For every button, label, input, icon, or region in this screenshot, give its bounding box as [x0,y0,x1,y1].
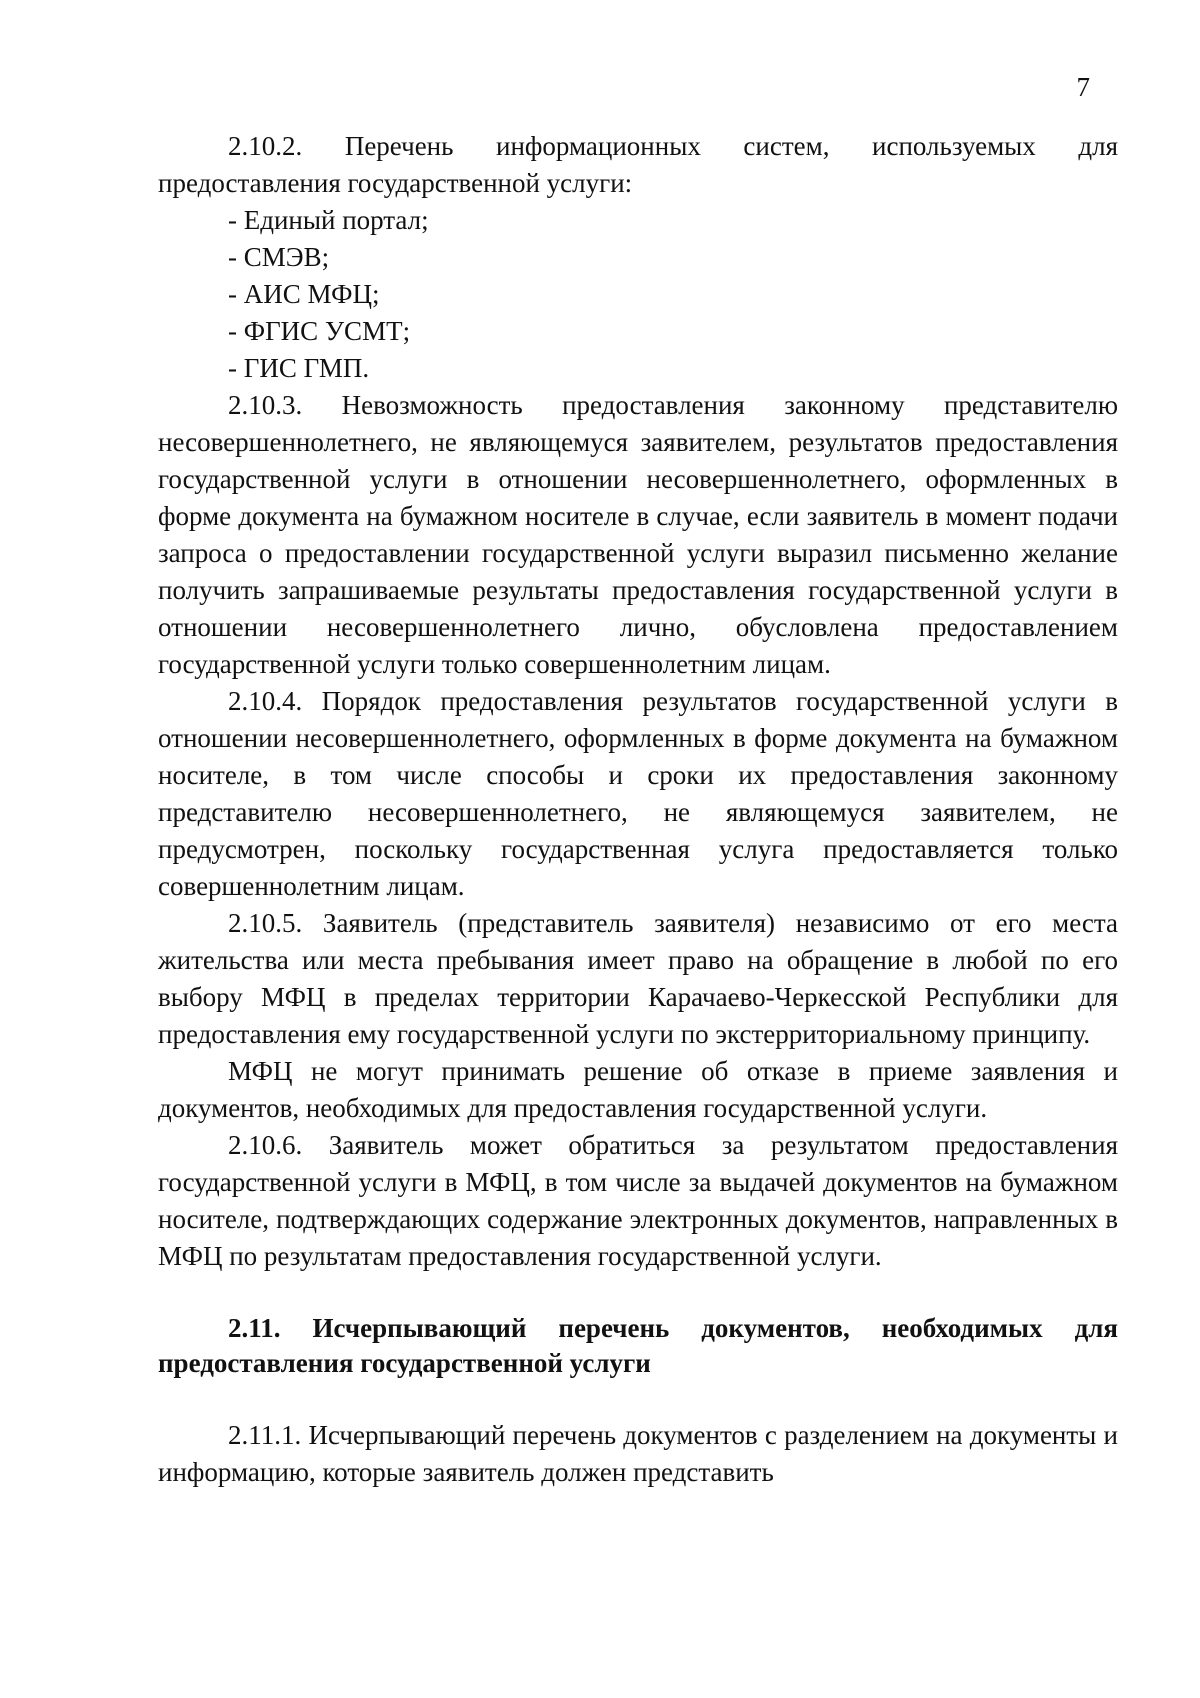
paragraph-2-10-6: 2.10.6. Заявитель может обратиться за результатом предоставления государственной услуги в МФЦ, в том числе за выдачей документов на бумажном носителе, подтверждающих содержание электронных документов, направленных в МФЦ по результатам предоставления государственной услуги. [158,1130,1118,1271]
paragraph-2-11-1: 2.11.1. Исчерпывающий перечень документов с разделением на документы и информацию, которые заявитель должен представить [158,1420,1118,1487]
paragraph-2-10-2: 2.10.2. Перечень информационных систем, используемых для предоставления государственной услуги: [158,131,1118,198]
paragraph-2-10-3: 2.10.3. Невозможность предоставления законному представителю несовершеннолетнего, не являющемуся заявителем, результатов предоставления государственной услуги в отношении несовершеннолетнего, оформленных в форме документа на бумажном носителе в случае, если заявитель в момент подачи запроса о предоставлении государственной услуги выразил письменно желание получить запрашиваемые результаты предоставления государственной услуги в отношении несовершеннолетнего лично, обусловлена предоставлением государственной услуги только совершеннолетним лицам. [158,390,1118,679]
document-body [158,128,1118,1491]
paragraph-2-10-4: 2.10.4. Порядок предоставления результатов государственной услуги в отношении несовершеннолетнего, оформленных в форме документа на бумажном носителе, в том числе способы и сроки их предоставления законному представителю несовершеннолетнего, не являющемуся заявителем, не предусмотрен, поскольку государственная услуга предоставляется только совершеннолетним лицам. [158,686,1118,901]
paragraph-mfc-refusal: МФЦ не могут принимать решение об отказе в приеме заявления и документов, необходимых для предоставления государственной услуги. [158,1056,1118,1123]
list-item-portal: - Единый портал; [228,205,429,235]
section-heading-2-11: 2.11. Исчерпывающий перечень документов, необходимых для предоставления государственной услуги [158,1313,1118,1378]
paragraph-2-10-5: 2.10.5. Заявитель (представитель заявителя) независимо от его места жительства или места пребывания имеет право на обращение в любой по его выбору МФЦ в пределах территории Карачаево-Черкесской Республики для предоставления ему государственной услуги по экстерриториальному принципу. [158,908,1118,1049]
page-number: 7 [1076,72,1090,102]
list-item-fgis-usmt: - ФГИС УСМТ; [228,316,411,346]
list-item-gis-gmp: - ГИС ГМП. [228,353,370,383]
list-item-smev: - СМЭВ; [228,242,330,272]
list-item-ais-mfc: - АИС МФЦ; [228,279,380,309]
